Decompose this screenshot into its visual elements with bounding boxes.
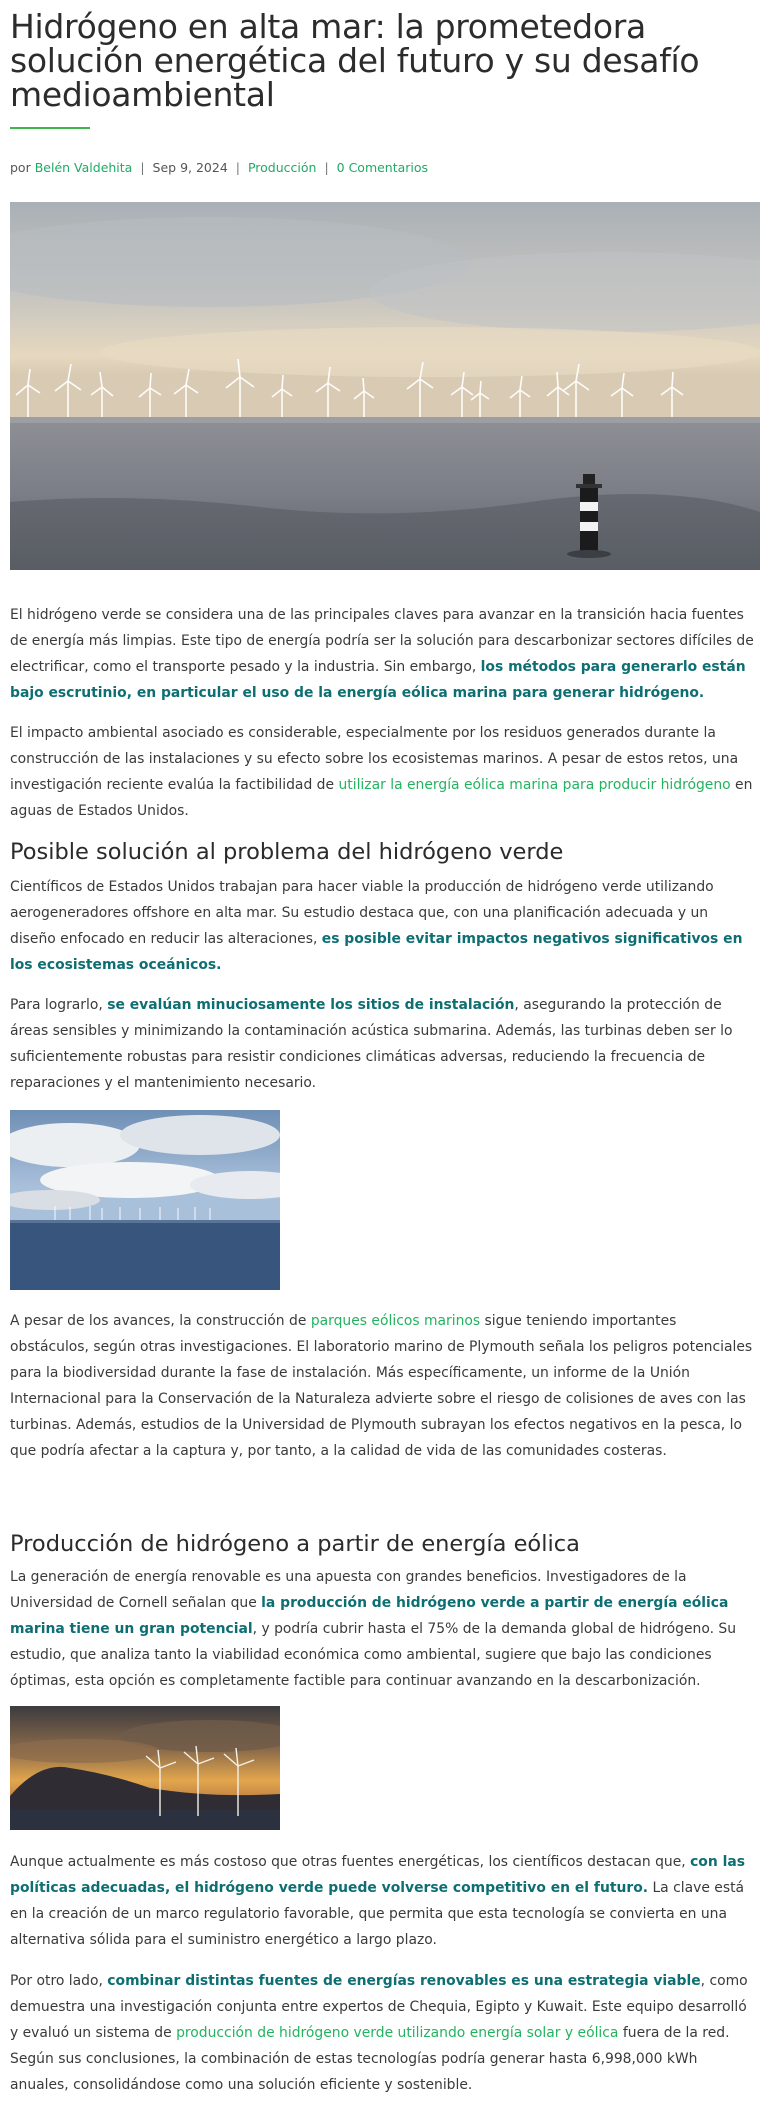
image-wind-turbines-sea	[10, 1110, 280, 1290]
section-heading: Producción de hidrógeno a partir de energía eólica	[10, 1531, 580, 1557]
paragraph-text: fuera de la red. Según sus conclusiones, la combinación de estas tecnologías podría generar hasta 6,998,000 kWh anuales, consolidándose como una solución eficiente y sostenible.	[10, 2025, 730, 2093]
meta-separator: |	[324, 160, 329, 175]
section-heading: Posible solución al problema del hidrógeno verde	[10, 839, 564, 865]
paragraph-combination	[10, 1968, 758, 2098]
post-meta	[10, 160, 428, 175]
paragraph-text: El impacto ambiental asociado es considerable, especialmente por los residuos generados durante la construcción de las instalaciones y su efecto sobre los ecosistemas marinos. A pesar de estos retos, una investigación reciente evalúa la factibilidad de	[10, 725, 739, 793]
comments-link[interactable]: 0 Comentarios	[336, 160, 429, 175]
offshore-wind-farm-illustration	[10, 202, 760, 570]
paragraph-text: sigue teniendo importantes obstáculos, según otras investigaciones. El laboratorio marino de Plymouth señala los peligros potenciales para la biodiversidad durante la fase de instalación. Más específicamente, un informe de la Unión Internacional para la Conservación de la Naturaleza advierte sobre el riesgo de colisiones de aves con las turbinas. Además, estudios de la Universidad de Plymouth subrayan los efectos negativos en la pesca, lo que podría afectar a la captura y, por tanto, a la calidad de vida de las comunidades costeras.	[10, 1313, 753, 1459]
inline-link[interactable]: producción de hidrógeno verde utilizando energía solar y eólica	[176, 2025, 619, 2041]
highlight-link[interactable]: con las políticas adecuadas, el hidrógeno verde puede volverse competitivo en el futuro.	[10, 1854, 745, 1896]
paragraph-text: Científicos de Estados Unidos trabajan para hacer viable la producción de hidrógeno verde utilizando aerogeneradores offshore en alta mar. Su estudio destaca que, con una planificación adecuada y un diseño enfocado en reducir las alteraciones,	[10, 879, 714, 947]
author-link[interactable]: Belén Valdehita	[34, 160, 133, 175]
image-turbines-sunset	[10, 1706, 280, 1830]
paragraph-text: , asegurando la protección de áreas sensibles y minimizando la contaminación acústica submarina. Además, las turbinas deben ser lo suficientemente robustas para resistir condiciones climáticas adversas, reduciendo la frecuencia de reparaciones y el mantenimiento necesario.	[10, 997, 733, 1091]
highlight-link[interactable]: la producción de hidrógeno verde a partir de energía eólica marina tiene un gran potencial	[10, 1595, 729, 1637]
highlight-link[interactable]: combinar distintas fuentes de energías renovables es una estrategia viable	[107, 1973, 701, 1989]
meta-separator: |	[140, 160, 145, 175]
category-link[interactable]: Producción	[247, 160, 317, 175]
paragraph-text: El hidrógeno verde se considera una de las principales claves para avanzar en la transición hacia fuentes de energía más limpias. Este tipo de energía podría ser la solución para descarbonizar sectores difíciles de electrificar, como el transporte pesado y la industria. Sin embargo,	[10, 607, 754, 675]
paragraph-scientists	[10, 874, 758, 978]
meta-separator: |	[235, 160, 240, 175]
paragraph-text: Para lograrlo,	[10, 997, 108, 1013]
inline-link[interactable]: utilizar la energía eólica marina para producir hidrógeno	[338, 777, 731, 793]
title-divider	[10, 127, 90, 129]
paragraph-text: A pesar de los avances, la construcción de	[10, 1313, 311, 1329]
paragraph-intro	[10, 602, 758, 706]
highlight-link[interactable]: los métodos para generarlo están bajo escrutinio, en particular el uso de la energía eólica marina para generar hidrógeno.	[10, 659, 746, 701]
highlight-link[interactable]: se evalúan minuciosamente los sitios de instalación	[107, 997, 515, 1013]
inline-link[interactable]: parques eólicos marinos	[310, 1313, 481, 1329]
paragraph-text: , como demuestra una investigación conjunta entre expertos de Chequia, Egipto y Kuwait. Este equipo desarrolló y evaluó un sistema de	[10, 1973, 748, 2041]
paragraph-text: La clave está en la creación de un marco regulatorio favorable, que permita que esta tecnología se convierta en una alternativa sólida para el suministro energético a largo plazo.	[10, 1880, 745, 1948]
wind-turbines-sea-illustration	[10, 1110, 280, 1290]
meta-by: por	[10, 160, 31, 175]
paragraph-obstacles	[10, 1308, 758, 1464]
paragraph-cornell	[10, 1564, 758, 1694]
paragraph-cost	[10, 1849, 758, 1953]
highlight-link[interactable]: es posible evitar impactos negativos significativos en los ecosistemas oceánicos.	[10, 931, 743, 973]
paragraph-text: Por otro lado,	[10, 1973, 108, 1989]
article-title: Hidrógeno en alta mar: la prometedora solución energética del futuro y su desafío medioambiental	[10, 7, 700, 114]
hero-image-offshore-wind-farm	[10, 202, 760, 570]
turbines-sunset-illustration	[10, 1706, 280, 1830]
paragraph-text: en aguas de Estados Unidos.	[10, 777, 753, 819]
paragraph-text: Aunque actualmente es más costoso que otras fuentes energéticas, los científicos destacan que,	[10, 1854, 691, 1870]
paragraph-sites	[10, 992, 758, 1096]
paragraph-impact	[10, 720, 758, 824]
paragraph-text: , y podría cubrir hasta el 75% de la demanda global de hidrógeno. Su estudio, que analiza tanto la viabilidad económica como ambiental, sugiere que bajo las condiciones óptimas, esta opción es completamente factible para continuar avanzando en la descarbonización.	[10, 1621, 737, 1689]
paragraph-text: La generación de energía renovable es una apuesta con grandes beneficios. Investigadores de la Universidad de Cornell señalan que	[10, 1569, 687, 1611]
post-date: Sep 9, 2024	[152, 160, 228, 175]
